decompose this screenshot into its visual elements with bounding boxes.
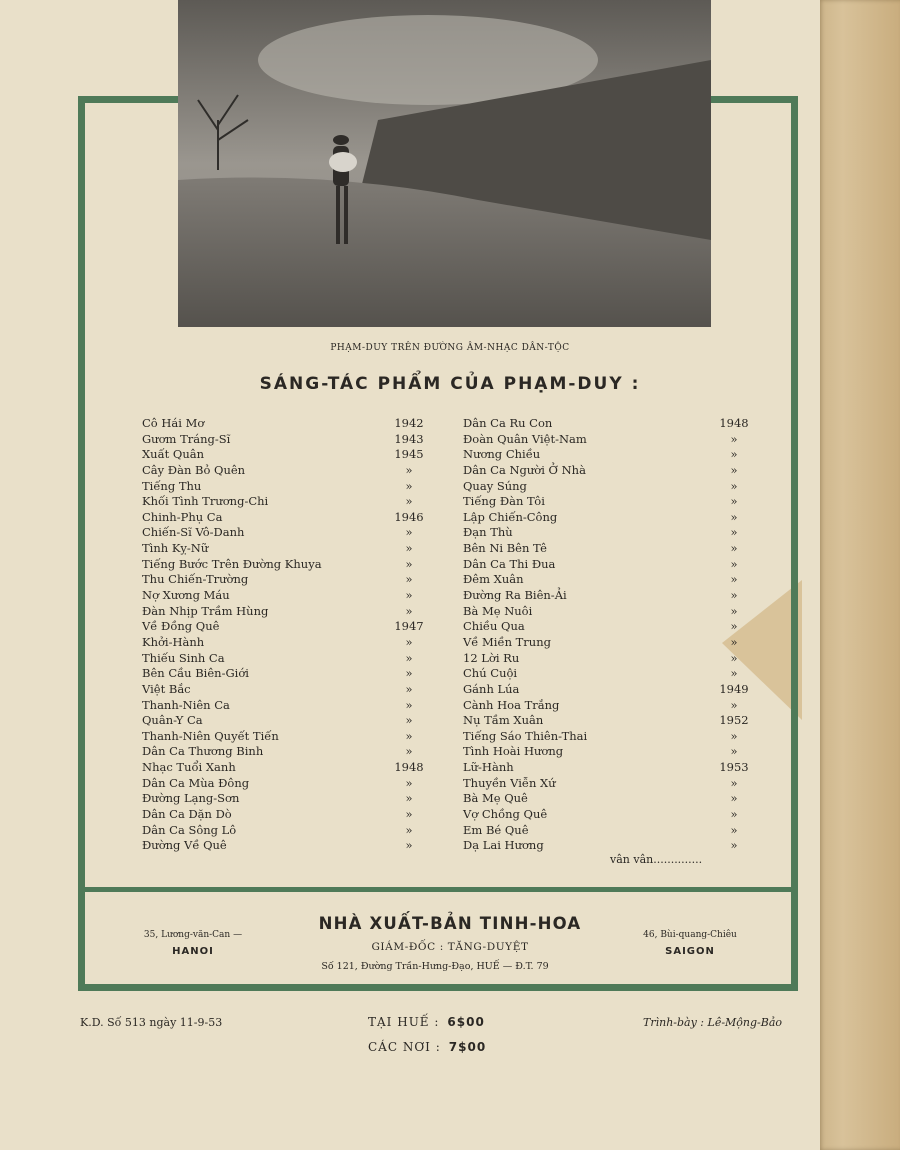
song-row: [142, 588, 442, 604]
song-title: Khởi-Hành: [142, 634, 205, 649]
saigon-address: 46, Bùi-quang-Chiêu: [643, 930, 737, 940]
song-year: »: [405, 744, 413, 759]
song-row: [142, 666, 442, 682]
photo-image: [178, 0, 711, 327]
song-title: Đàn Nhịp Trầm Hùng: [142, 603, 269, 618]
song-title: Bên Cầu Biên-Giới: [142, 666, 249, 681]
song-title: Đường Ra Biên-Ải: [463, 588, 567, 603]
song-row: [142, 698, 442, 714]
song-title: Dạ Lai Hương: [463, 838, 544, 853]
song-title: Gánh Lúa: [463, 681, 520, 696]
song-year: »: [405, 541, 413, 556]
song-title: Tiếng Sáo Thiên-Thai: [463, 728, 588, 743]
song-title: Bà Mẹ Quê: [463, 791, 528, 806]
song-title: Tiếng Thu: [142, 478, 202, 493]
song-row: [463, 776, 763, 792]
song-title: Thu Chiến-Trường: [142, 572, 249, 587]
song-year: »: [405, 791, 413, 806]
song-row: [463, 447, 763, 463]
song-title: Cành Hoa Trắng: [463, 697, 560, 712]
song-row: [463, 588, 763, 604]
song-row: [142, 729, 442, 745]
song-title: 12 Lời Ru: [463, 650, 520, 665]
song-row: [142, 807, 442, 823]
song-list-right: [463, 416, 763, 854]
song-title: Vợ Chồng Quê: [463, 807, 548, 822]
song-year: »: [730, 791, 738, 806]
song-title: Quay Súng: [463, 478, 527, 493]
song-year: »: [405, 666, 413, 681]
price-hue: [368, 1015, 485, 1029]
song-row: [142, 682, 442, 698]
song-title: Cây Đàn Bỏ Quên: [142, 462, 246, 477]
song-title: Đường Lạng-Sơn: [142, 791, 240, 806]
song-title: Em Bé Quê: [463, 822, 529, 837]
song-year: »: [405, 775, 413, 790]
song-row: [142, 635, 442, 651]
song-row: [463, 619, 763, 635]
song-row: [142, 525, 442, 541]
song-title: Thiếu Sinh Ca: [142, 650, 225, 665]
song-year: »: [405, 525, 413, 540]
song-row: [142, 838, 442, 854]
song-title: Dân Ca Thương Binh: [142, 744, 264, 759]
song-year: »: [730, 556, 738, 571]
song-title: Tiếng Đàn Tôi: [463, 494, 545, 509]
song-year: »: [405, 462, 413, 477]
song-year: »: [405, 634, 413, 649]
song-title: Bên Ni Bên Tê: [463, 541, 547, 556]
song-row: [463, 760, 763, 776]
song-year: 1946: [394, 509, 424, 524]
song-year: 1943: [394, 431, 424, 446]
song-row: [142, 416, 442, 432]
song-row: [463, 823, 763, 839]
publisher-address: Số 121, Đường Trần-Hưng-Đạo, HUẾ — Đ.T. 79: [321, 961, 549, 972]
song-row: [142, 479, 442, 495]
price-hue-value: 6$00: [447, 1015, 485, 1029]
song-year: »: [730, 447, 738, 462]
song-year: »: [730, 650, 738, 665]
song-row: [463, 744, 763, 760]
song-year: »: [405, 807, 413, 822]
song-year: 1948: [719, 416, 749, 430]
song-year: »: [405, 697, 413, 712]
song-year: »: [405, 556, 413, 571]
song-row: [142, 776, 442, 792]
song-title: Việt Bắc: [142, 681, 191, 696]
song-year: »: [730, 666, 738, 681]
song-row: [463, 651, 763, 667]
song-row: [142, 510, 442, 526]
song-title: Đêm Xuân: [463, 572, 524, 587]
song-title: Bà Mẹ Nuôi: [463, 603, 533, 618]
song-year: »: [405, 588, 413, 603]
song-title: Lập Chiến-Công: [463, 509, 558, 524]
price-other-value: 7$00: [448, 1040, 487, 1054]
song-row: [463, 713, 763, 729]
song-title: Chiến-Sĩ Vô-Danh: [142, 525, 245, 540]
song-row: [463, 463, 763, 479]
song-year: 1947: [394, 619, 424, 634]
song-year: 1948: [394, 760, 424, 775]
song-title: Xuất Quân: [142, 447, 205, 462]
song-title: Tiếng Bước Trên Đường Khuya: [142, 556, 322, 571]
song-year: »: [405, 838, 413, 853]
saigon-city: SAIGON: [665, 946, 715, 957]
song-year: »: [730, 462, 738, 477]
frame-divider: [78, 887, 798, 892]
song-title: Khối Tình Trương-Chi: [142, 494, 269, 509]
song-year: »: [405, 728, 413, 743]
song-title: Về Đồng Quê: [142, 619, 220, 634]
song-row: [142, 651, 442, 667]
song-year: »: [730, 588, 738, 603]
song-row: [463, 791, 763, 807]
song-year: 1942: [394, 416, 424, 430]
song-row: [142, 619, 442, 635]
song-row: [463, 682, 763, 698]
song-year: 1952: [719, 713, 749, 728]
song-row: [463, 572, 763, 588]
publisher-director: GIÁM-ĐỐC : TĂNG-DUYỆT: [371, 941, 529, 953]
cover-photo: [178, 0, 711, 327]
song-year: »: [730, 807, 738, 822]
song-row: [463, 510, 763, 526]
price-hue-label: TẠI HUẾ :: [368, 1015, 440, 1029]
license-number: K.D. Số 513 ngày 11-9-53: [80, 1016, 223, 1029]
song-row: [142, 432, 442, 448]
song-year: 1949: [719, 681, 749, 696]
song-title: Dân Ca Dặn Dò: [142, 807, 232, 822]
songs-heading: SÁNG-TÁC PHẨM CỦA PHẠM-DUY :: [259, 374, 641, 394]
song-title: Gươm Tráng-Sĩ: [142, 431, 231, 446]
song-row: [142, 557, 442, 573]
hanoi-city: HANOI: [172, 946, 214, 957]
song-year: »: [730, 838, 738, 853]
song-title: Dân Ca Sông Lô: [142, 822, 237, 837]
song-title: Chinh-Phụ Ca: [142, 509, 223, 524]
song-row: [463, 635, 763, 651]
song-year: »: [405, 572, 413, 587]
song-title: Đường Về Quê: [142, 838, 227, 853]
song-title: Quân-Y Ca: [142, 713, 203, 728]
song-title: Nụ Tầm Xuân: [463, 713, 544, 728]
song-row: [463, 432, 763, 448]
song-year: »: [730, 478, 738, 493]
song-row: [463, 525, 763, 541]
song-row: [463, 604, 763, 620]
song-title: Về Miền Trung: [463, 634, 551, 649]
song-row: [463, 729, 763, 745]
song-row: [463, 838, 763, 854]
song-row: [142, 494, 442, 510]
song-year: »: [405, 681, 413, 696]
price-other-label: CÁC NƠI :: [368, 1040, 441, 1054]
song-year: »: [405, 478, 413, 493]
branch-saigon: [620, 930, 760, 957]
song-title: Tình Kỵ-Nữ: [142, 541, 209, 556]
publisher-name: NHÀ XUẤT-BẢN TINH-HOA: [318, 914, 582, 933]
song-year: »: [730, 494, 738, 509]
song-year: »: [730, 572, 738, 587]
song-year: »: [730, 744, 738, 759]
song-title: Cô Hái Mơ: [142, 416, 205, 430]
song-title: Nợ Xương Máu: [142, 588, 230, 603]
song-year: 1945: [394, 447, 424, 462]
song-year: »: [730, 603, 738, 618]
price-other: [368, 1040, 486, 1054]
song-row: [142, 744, 442, 760]
song-list-left: [142, 416, 442, 854]
song-title: Dân Ca Thi Đua: [463, 556, 556, 571]
song-year: »: [730, 634, 738, 649]
song-title: Đạn Thù: [463, 525, 513, 540]
song-row: [142, 791, 442, 807]
song-title: Thuyền Viễn Xứ: [463, 775, 556, 790]
etc-note: vân vân..............: [610, 853, 703, 866]
song-row: [142, 463, 442, 479]
song-row: [463, 479, 763, 495]
song-row: [463, 807, 763, 823]
song-year: »: [730, 728, 738, 743]
song-title: Đoàn Quân Việt-Nam: [463, 431, 587, 446]
song-year: »: [730, 525, 738, 540]
song-row: [142, 447, 442, 463]
song-row: [142, 572, 442, 588]
song-row: [463, 494, 763, 510]
song-title: Chú Cuội: [463, 666, 518, 681]
photo-caption: PHẠM-DUY TRÊN ĐƯỜNG ÂM-NHẠC DÂN-TỘC: [330, 343, 570, 353]
song-title: Tình Hoài Hương: [463, 744, 564, 759]
song-year: 1953: [719, 760, 749, 775]
song-year: »: [730, 822, 738, 837]
song-year: »: [730, 541, 738, 556]
song-year: »: [730, 775, 738, 790]
song-title: Dân Ca Người Ở Nhà: [463, 462, 586, 477]
song-row: [142, 760, 442, 776]
song-year: »: [730, 431, 738, 446]
song-title: Thanh-Niên Quyết Tiến: [142, 728, 279, 743]
song-title: Chiều Qua: [463, 619, 525, 634]
hanoi-address: 35, Lương-văn-Can —: [143, 930, 243, 940]
song-year: »: [405, 650, 413, 665]
design-credit: Trình-bày : Lê-Mộng-Bảo: [643, 1016, 783, 1029]
page-edge: [818, 0, 900, 1150]
song-title: Lữ-Hành: [463, 760, 514, 775]
song-title: Dân Ca Ru Con: [463, 416, 553, 430]
song-year: »: [730, 697, 738, 712]
song-year: »: [405, 494, 413, 509]
song-row: [463, 666, 763, 682]
song-row: [142, 604, 442, 620]
song-year: »: [730, 619, 738, 634]
song-year: »: [405, 603, 413, 618]
song-row: [142, 713, 442, 729]
song-row: [463, 698, 763, 714]
song-title: Thanh-Niên Ca: [142, 697, 230, 712]
song-row: [463, 416, 763, 432]
song-year: »: [405, 713, 413, 728]
song-row: [142, 541, 442, 557]
song-row: [463, 557, 763, 573]
song-row: [463, 541, 763, 557]
song-title: Dân Ca Mùa Đông: [142, 775, 250, 790]
song-year: »: [405, 822, 413, 837]
song-title: Nhạc Tuổi Xanh: [142, 760, 236, 775]
song-year: »: [730, 509, 738, 524]
song-title: Nương Chiều: [463, 447, 541, 462]
song-row: [142, 823, 442, 839]
